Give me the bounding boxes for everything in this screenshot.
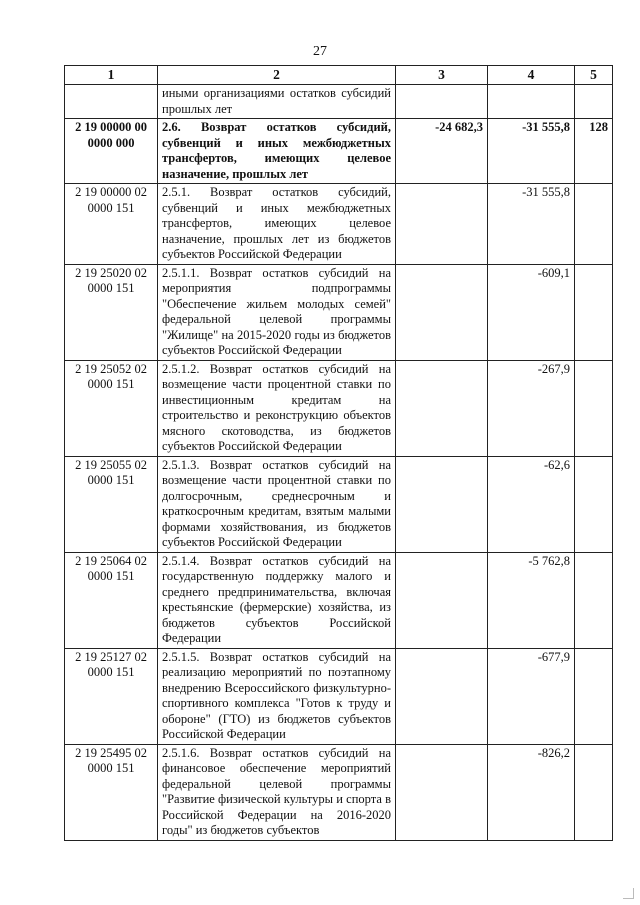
amount-col5-cell	[575, 85, 613, 119]
amount-col3-cell	[396, 264, 488, 360]
amount-col5-cell	[575, 264, 613, 360]
amount-col4-cell: -31 555,8	[488, 119, 575, 184]
table-row	[65, 360, 613, 456]
amount-col3-cell	[396, 744, 488, 840]
table-row	[65, 184, 613, 265]
amount-col3-cell	[396, 648, 488, 744]
code-cell: 2 19 25064 02 0000 151	[65, 552, 158, 648]
header-col-3: 3	[396, 66, 488, 85]
code-cell: 2 19 25495 02 0000 151	[65, 744, 158, 840]
amount-col5-cell	[575, 552, 613, 648]
amount-col3-cell	[396, 456, 488, 552]
table-row	[65, 456, 613, 552]
header-col-5: 5	[575, 66, 613, 85]
code-cell: 2 19 00000 00 0000 000	[65, 119, 158, 184]
amount-col3-cell: -24 682,3	[396, 119, 488, 184]
amount-col3-cell	[396, 184, 488, 265]
amount-col5-cell	[575, 456, 613, 552]
name-cell: 2.5.1.5. Возврат остатков субсидий на реализацию мероприятий по поэтапному внедрению Всероссийского физкультурно-спортивного комплекса "Готов к труду и обороне" (ГТО) из бюджетов субъектов Российской Федерации	[158, 648, 396, 744]
name-cell: 2.6. Возврат остатков субсидий, субвенций и иных межбюджетных трансфертов, имеющих целевое назначение, прошлых лет	[158, 119, 396, 184]
name-cell: 2.5.1.6. Возврат остатков субсидий на финансовое обеспечение мероприятий федеральной целевой программы "Развитие физической культуры и спорта в Российской Федерации на 2016-2020 годы" из бюджетов субъектов	[158, 744, 396, 840]
table-body	[65, 85, 613, 841]
name-cell: 2.5.1. Возврат остатков субсидий, субвенций и иных межбюджетных трансфертов, имеющих целевое назначение, прошлых лет из бюджетов субъектов Российской Федерации	[158, 184, 396, 265]
table-row	[65, 744, 613, 840]
header-col-1: 1	[65, 66, 158, 85]
header-col-2: 2	[158, 66, 396, 85]
name-cell: 2.5.1.1. Возврат остатков субсидий на мероприятия подпрограммы "Обеспечение жильем молодых семей" федеральной целевой программы "Жилище" на 2015-2020 годы из бюджетов субъектов Российской Федерации	[158, 264, 396, 360]
amount-col5-cell: 128	[575, 119, 613, 184]
amount-col3-cell	[396, 552, 488, 648]
amount-col5-cell	[575, 744, 613, 840]
table-row	[65, 264, 613, 360]
code-cell: 2 19 25055 02 0000 151	[65, 456, 158, 552]
code-cell: 2 19 25127 02 0000 151	[65, 648, 158, 744]
amount-col4-cell: -609,1	[488, 264, 575, 360]
amount-col4-cell: -5 762,8	[488, 552, 575, 648]
amount-col4-cell: -62,6	[488, 456, 575, 552]
amount-col4-cell: -31 555,8	[488, 184, 575, 265]
table-row	[65, 648, 613, 744]
amount-col5-cell	[575, 184, 613, 265]
amount-col4-cell	[488, 85, 575, 119]
amount-col4-cell: -826,2	[488, 744, 575, 840]
table-row	[65, 119, 613, 184]
budget-table	[64, 65, 613, 841]
amount-col5-cell	[575, 648, 613, 744]
code-cell: 2 19 00000 02 0000 151	[65, 184, 158, 265]
amount-col4-cell: -267,9	[488, 360, 575, 456]
amount-col3-cell	[396, 85, 488, 119]
name-cell: 2.5.1.3. Возврат остатков субсидий на возмещение части процентной ставки по долгосрочным, среднесрочным и краткосрочным кредитам, взятым малыми формами хозяйствования, из бюджетов субъектов Российской Федерации	[158, 456, 396, 552]
name-cell: 2.5.1.4. Возврат остатков субсидий на государственную поддержку малого и среднего предпринимательства, включая крестьянские (фермерские) хозяйства, из бюджетов субъектов Российской Федерации	[158, 552, 396, 648]
table-row	[65, 85, 613, 119]
code-cell	[65, 85, 158, 119]
page-corner-mark	[623, 888, 634, 899]
name-cell: 2.5.1.2. Возврат остатков субсидий на возмещение части процентной ставки по инвестиционным кредитам на строительство и реконструкцию объектов мясного скотоводства, из бюджетов субъектов Российской Федерации	[158, 360, 396, 456]
page-number: 27	[313, 44, 327, 59]
header-col-4: 4	[488, 66, 575, 85]
table-row	[65, 552, 613, 648]
header-row	[65, 66, 613, 85]
code-cell: 2 19 25020 02 0000 151	[65, 264, 158, 360]
amount-col4-cell: -677,9	[488, 648, 575, 744]
name-cell: иными организациями остатков субсидий прошлых лет	[158, 85, 396, 119]
code-cell: 2 19 25052 02 0000 151	[65, 360, 158, 456]
amount-col3-cell	[396, 360, 488, 456]
amount-col5-cell	[575, 360, 613, 456]
